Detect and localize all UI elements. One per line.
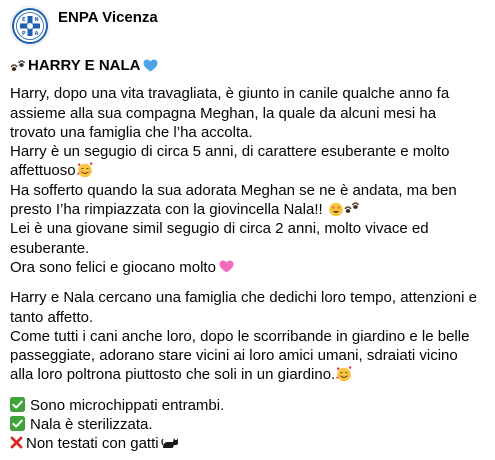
cross-icon [10,436,23,449]
svg-text:A: A [34,31,39,37]
text-line: esuberante. [10,239,90,257]
post-paragraph-1 [10,84,488,277]
enpa-logo-icon [11,7,49,45]
bullet-text: Sono microchippati entrambi. [30,396,225,414]
bullet-cats [10,435,179,452]
text-line: Lei è una giovane simil segugio di circa 2 anni, molto vivace ed [10,220,429,238]
text-line: presto I’ha rimpiazzata con la giovincella Nala!! [10,201,327,219]
text-line: alla loro poltrona piuttosto che soli in un giardino. [10,366,336,384]
svg-text:E: E [22,17,26,23]
page-name-link[interactable]: ENPA Vicenza [58,9,158,26]
post-header [10,6,158,46]
post-body [10,56,488,454]
paw-prints-icon [10,59,26,73]
text-line: Harry e Nala cercano una famiglia che dedichi loro tempo, attenzioni e [10,289,477,307]
check-icon [10,416,25,431]
text-line: tanto affetto. [10,308,94,326]
paw-prints-icon [344,201,360,215]
heart-eyes-face-icon [328,201,344,217]
bullet-microchip [10,397,224,414]
text-line: Ora sono felici e giocano molto [10,258,216,276]
bullet-text: Nala è sterilizzata. [30,416,153,434]
black-cat-icon [161,435,179,450]
check-icon [10,397,25,412]
bullet-text: Non testati con gatti [26,435,159,453]
text-line: affettuoso [10,162,76,180]
post-title: HARRY E NALA [28,57,141,74]
svg-text:N: N [34,17,39,23]
blue-heart-icon [143,59,158,72]
post-bullet-list [10,396,488,454]
text-line: trovato una famiglia che l’ha accolta. [10,123,253,141]
post-title-line [10,56,488,75]
svg-text:P: P [22,31,26,37]
text-line: passeggiate, adorano stare vicini ai loro amici umani, sdraiati vicino [10,347,458,365]
post-paragraph-2 [10,288,488,384]
enpa-logo-avatar[interactable] [10,6,50,46]
bullet-sterilized [10,416,153,433]
smiling-face-with-hearts-icon [77,162,93,178]
pink-heart-icon [219,260,234,273]
text-line: assieme alla sua compagna Meghan, la quale da alcuni mesi ha [10,104,437,122]
text-line: Come tutti i cani anche loro, dopo le scorribande in giardino e le belle [10,327,470,345]
text-line: Ha sofferto quando la sua adorata Meghan se ne è andata, ma ben [10,181,457,199]
smiling-face-with-hearts-icon [336,366,352,382]
text-line: Harry è un segugio di circa 5 anni, di carattere esuberante e molto [10,143,450,161]
text-line: Harry, dopo una vita travagliata, è giunto in canile qualche anno fa [10,85,450,103]
